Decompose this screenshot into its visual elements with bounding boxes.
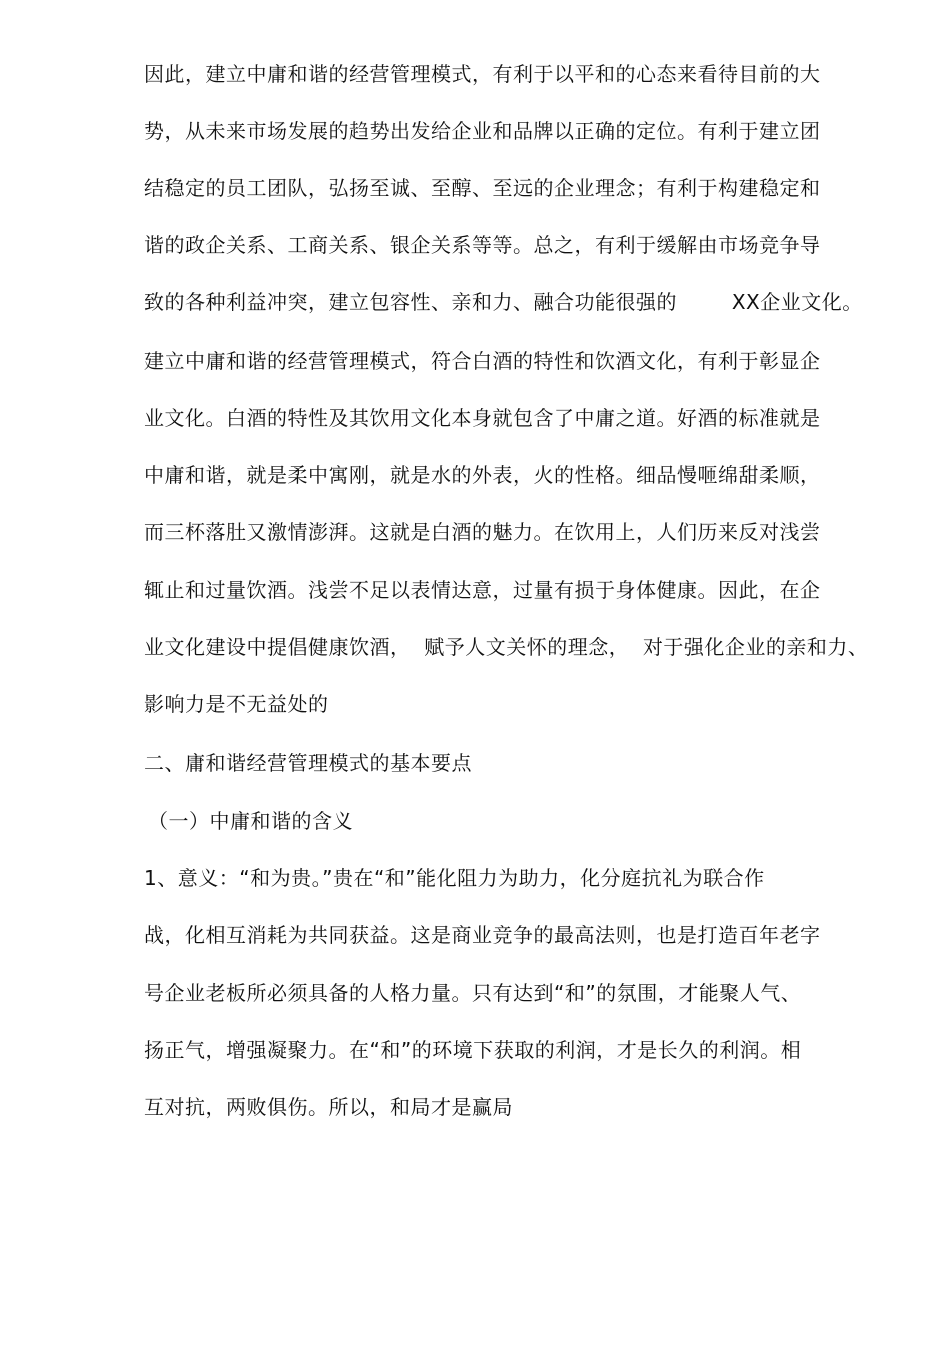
paragraph-line: 中庸和谐，就是柔中寓刚，就是水的外表，火的性格。细品慢咂绵甜柔顺， bbox=[144, 463, 821, 487]
paragraph-line: 业文化。白酒的特性及其饮用文化本身就包含了中庸之道。好酒的标准就是 bbox=[144, 406, 821, 430]
paragraph-line: 结稳定的员工团队，弘扬至诚、至醇、至远的企业理念；有利于构建稳定和 bbox=[144, 176, 821, 200]
subsection-heading: （一）中庸和谐的含义 bbox=[148, 809, 353, 833]
paragraph-line: 建立中庸和谐的经营管理模式，符合白酒的特性和饮酒文化，有利于彰显企 bbox=[144, 349, 821, 373]
section-heading: 二、庸和谐经营管理模式的基本要点 bbox=[144, 751, 472, 775]
paragraph-line: 辄止和过量饮酒。浅尝不足以表情达意，过量有损于身体健康。因此，在企 bbox=[144, 578, 821, 602]
paragraph-line: 号企业老板所必须具备的人格力量。只有达到“和”的氛围，才能聚人气、 bbox=[144, 981, 802, 1005]
paragraph-line: 战，化相互消耗为共同获益。这是商业竞争的最高法则，也是打造百年老字 bbox=[144, 923, 821, 947]
paragraph-line: 扬正气，增强凝聚力。在“和”的环境下获取的利润，才是长久的利润。相 bbox=[144, 1038, 802, 1062]
paragraph-line: 因此，建立中庸和谐的经营管理模式，有利于以平和的心态来看待目前的大 bbox=[144, 62, 821, 86]
paragraph-line: 致的各种利益冲突，建立包容性、亲和力、融合功能很强的 XX企业文化。 bbox=[144, 290, 863, 314]
paragraph-line: 业文化建设中提倡健康饮酒， 赋予人文关怀的理念， 对于强化企业的亲和力、 bbox=[144, 635, 869, 659]
paragraph-line: 谐的政企关系、工商关系、银企关系等等。总之，有利于缓解由市场竞争导 bbox=[144, 233, 821, 257]
paragraph-line: 互对抗，两败俱伤。所以，和局才是赢局 bbox=[144, 1095, 513, 1119]
paragraph-line: 而三杯落肚又激情澎湃。这就是白酒的魅力。在饮用上，人们历来反对浅尝 bbox=[144, 520, 821, 544]
paragraph-line: 影响力是不无益处的 bbox=[144, 692, 329, 716]
paragraph-line: 势，从未来市场发展的趋势出发给企业和品牌以正确的定位。有利于建立团 bbox=[144, 119, 821, 143]
paragraph-line: 1、意义：“和为贵。”贵在“和”能化阻力为助力，化分庭抗礼为联合作 bbox=[144, 866, 765, 890]
